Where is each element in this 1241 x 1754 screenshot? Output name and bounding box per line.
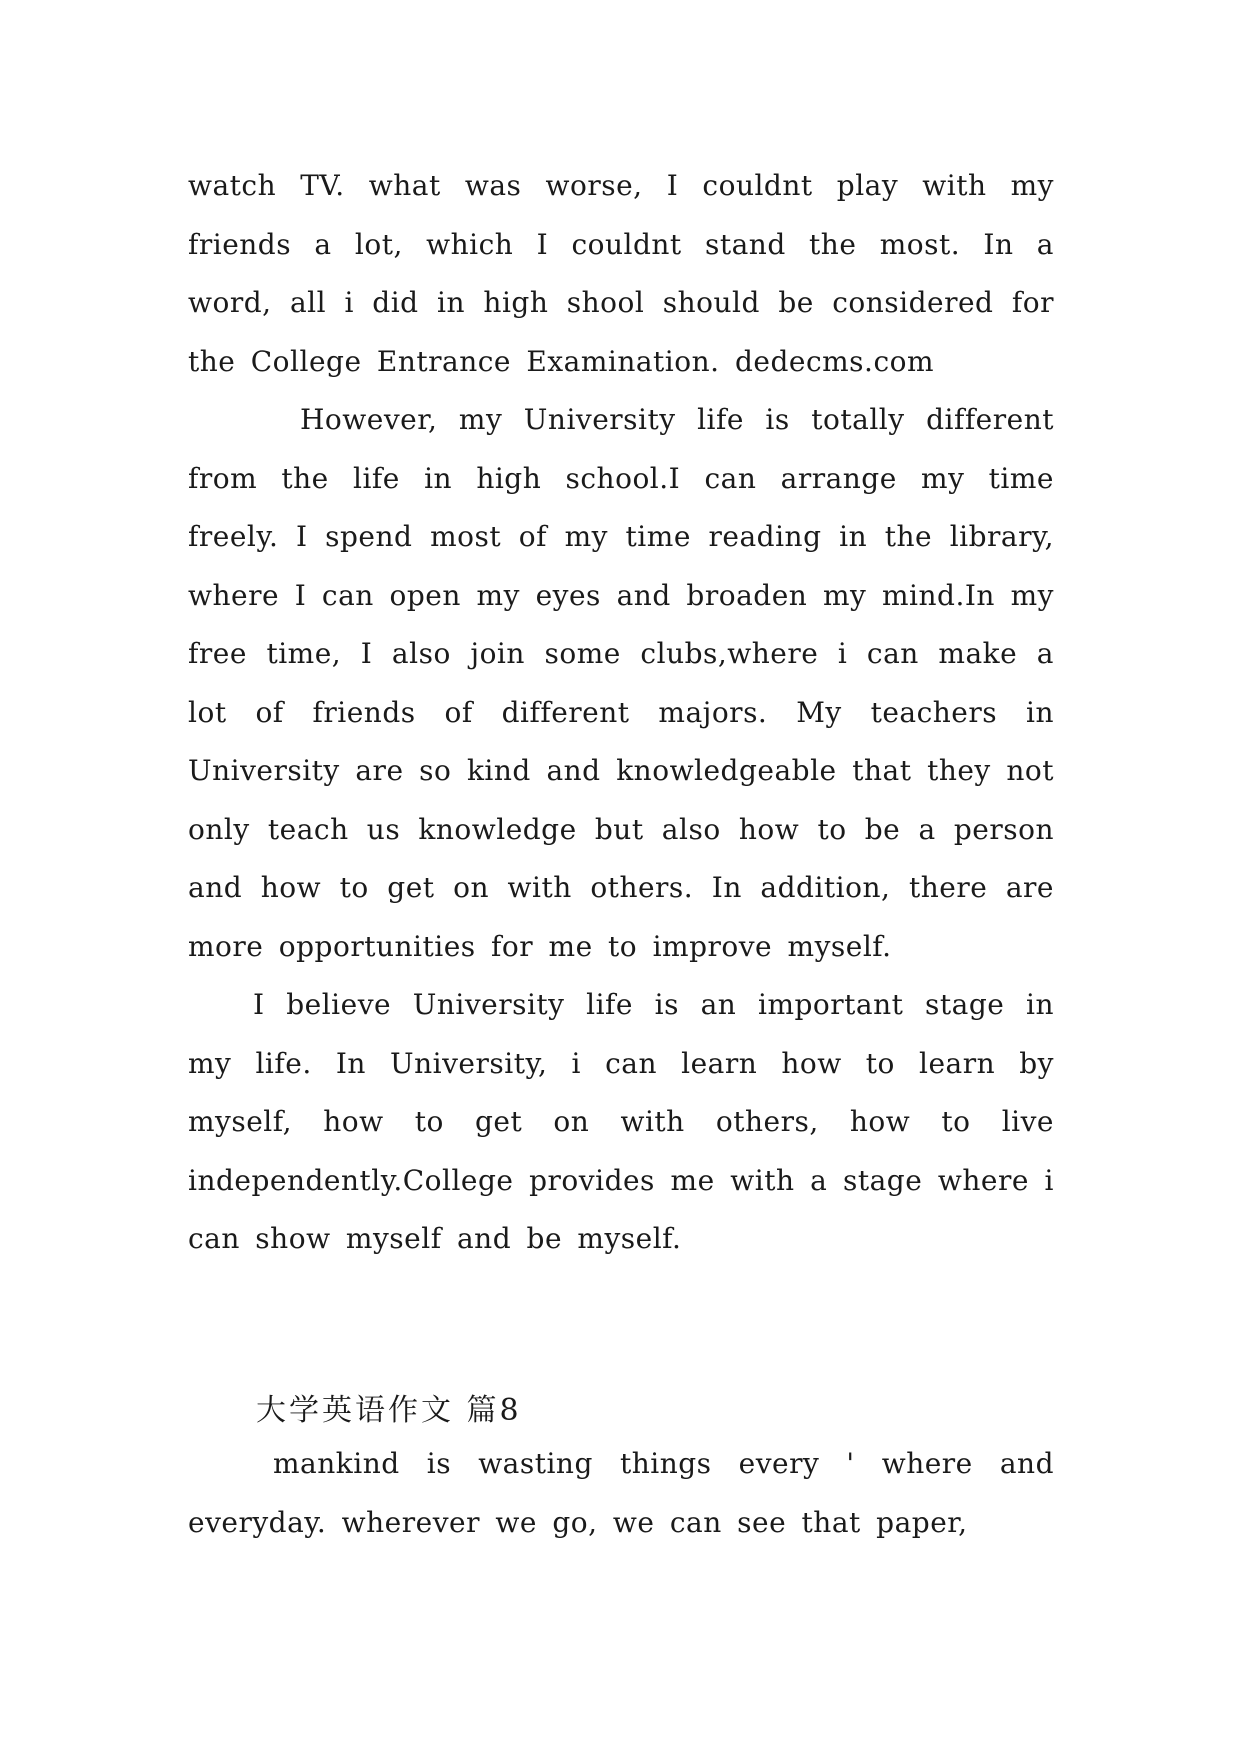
paragraph-however: However, my University life is totally different from the life in high school.I can arrange my time freely. I spend most of my time reading in the library, where I can open my eyes and broaden my mind.In my free time, I also join some clubs,where i can make a lot of friends of different majors. My teachers in University are so kind and knowledgeable that they not only teach us knowledge but also how to be a person and how to get on with others. In addition, there are more opportunities for me to improve myself. [188,403,1054,963]
paragraph-continuation: watch TV. what was worse, I couldnt play with my friends a lot, which I couldnt stand the most. In a word, all i did in high shool should be considered for the College Entrance Examination. dedecms.com [188,169,1054,378]
essay-body-top [188,157,1054,1269]
paragraph-believe: I believe University life is an important stage in my life. In University, i can learn how to learn by myself, how to get on with others, how to live independently.College provides me with a stage where i can show myself and be myself. [188,988,1054,1255]
paragraph-mankind: mankind is wasting things every ' where and everyday. wherever we go, we can see that paper, [188,1447,1054,1539]
section-heading: 大学英语作文 篇8 [256,1393,522,1428]
essay-body-bottom [188,1435,1054,1552]
